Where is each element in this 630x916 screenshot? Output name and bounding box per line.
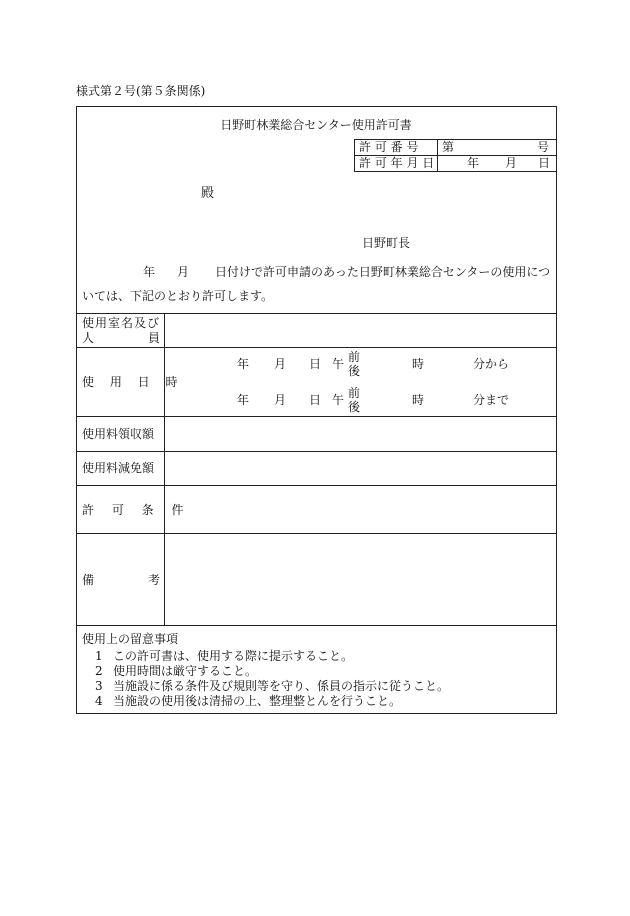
permit-date-label: 許 可 年 月 日 [359, 156, 435, 170]
dt-from-year: 年 [237, 357, 250, 371]
remarks-label-right: 考 [148, 573, 161, 587]
note-text: 当施設に係る条件及び規則等を守り、係員の指示に従うこと。 [113, 679, 450, 693]
room-label-line2-left: 人 [82, 331, 95, 345]
addressee-suffix: 殿 [201, 186, 215, 201]
notes-heading: 使用上の留意事項 [82, 632, 179, 646]
conditions-label: 許 可 条 件 [82, 503, 191, 517]
dt-to-pm: 後 [348, 400, 361, 414]
note-num: 4 [95, 694, 103, 708]
dt-from-pm: 後 [348, 364, 361, 378]
conditions-field[interactable] [166, 487, 554, 532]
permit-number-label: 許 可 番 号 [359, 140, 419, 154]
note-text: この許可書は、使用する際に提示すること。 [113, 649, 354, 663]
note-num: 1 [95, 649, 103, 663]
note-num: 2 [95, 664, 103, 678]
dt-to-am: 前 [348, 386, 361, 400]
body-line1: 日付けで許可申請のあった日野町林業総合センターの使用につ [215, 265, 551, 279]
dt-to-month: 月 [274, 393, 287, 407]
document-title: 日野町林業総合センター使用許可書 [220, 118, 412, 132]
permit-number-prefix: 第 [442, 140, 455, 154]
remarks-field[interactable] [166, 535, 554, 624]
permit-number-suffix: 号 [537, 140, 550, 154]
form-number: 様式第２号(第５条関係) [76, 84, 206, 98]
fee-received-field[interactable] [166, 418, 554, 450]
remarks-label-left: 備 [82, 573, 95, 587]
dt-to-year: 年 [237, 393, 250, 407]
body-year: 年 [143, 265, 156, 279]
dt-to-hour: 時 [412, 393, 425, 407]
permit-date-day: 日 [538, 156, 551, 170]
dt-from-day: 日 [309, 357, 322, 371]
note-num: 3 [95, 679, 103, 693]
note-text: 使用時間は厳守すること。 [113, 664, 258, 678]
dt-from-am: 前 [348, 350, 361, 364]
issuer: 日野町長 [362, 236, 411, 250]
fee-received-label: 使用料領収額 [82, 427, 155, 441]
note-text: 当施設の使用後は清掃の上、整理整とんを行うこと。 [113, 694, 402, 708]
dt-to-day: 日 [309, 393, 322, 407]
body-month: 月 [177, 265, 190, 279]
dt-from-suffix: 分から [473, 357, 510, 371]
room-label-line2-right: 員 [148, 331, 161, 345]
permit-date-month: 月 [505, 156, 518, 170]
fee-reduction-label: 使用料減免額 [82, 461, 155, 475]
body-line2: いては、下記のとおり許可します。 [82, 289, 274, 303]
dt-from-month: 月 [274, 357, 287, 371]
permit-date-year: 年 [467, 156, 480, 170]
dt-from-ampm-a: 午 [332, 357, 345, 371]
room-and-people-field[interactable] [166, 315, 554, 346]
room-label-line1: 使用室名及び [82, 316, 161, 330]
datetime-label: 使 用 日 時 [82, 375, 184, 389]
dt-to-suffix: 分まで [473, 393, 510, 407]
dt-from-hour: 時 [412, 357, 425, 371]
dt-to-ampm-a: 午 [332, 393, 345, 407]
fee-reduction-field[interactable] [166, 453, 554, 484]
